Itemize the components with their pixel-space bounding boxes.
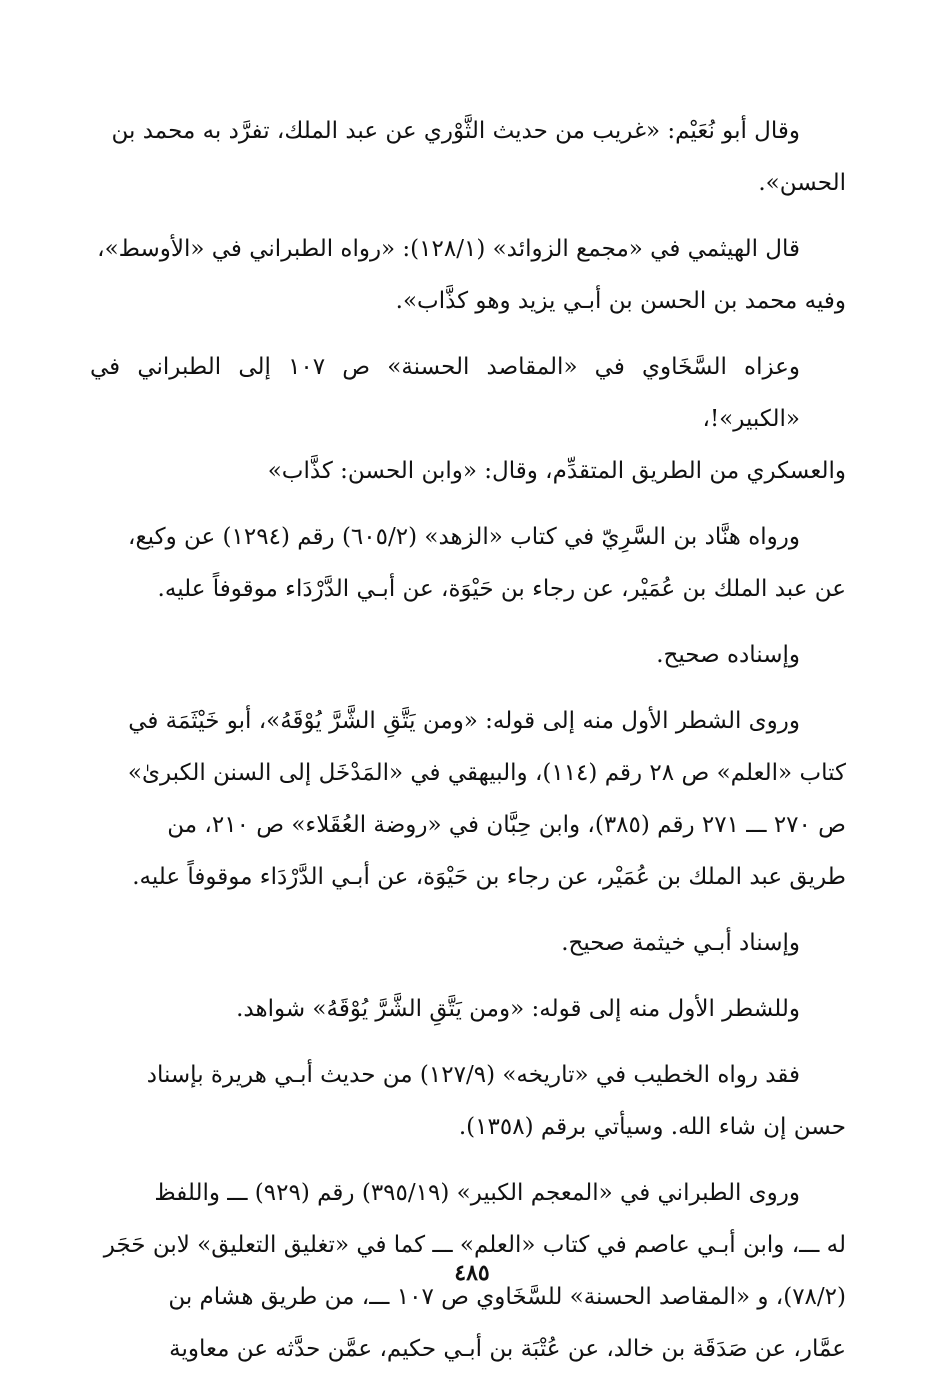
text-line: وإسناد أبـي خيثمة صحيح. xyxy=(561,930,800,956)
text-line: عمَّار، عن صَدَقَة بن خالد، عن عُتْبَة بن أبـي حكيم، عمَّن حدَّثه عن معاوية xyxy=(169,1336,846,1362)
text-line: حسن إن شاء الله. وسيأتي برقم (١٣٥٨). xyxy=(458,1114,846,1140)
paragraph-8 xyxy=(90,983,846,1035)
paragraph-3 xyxy=(90,341,846,497)
text-line: الحسن». xyxy=(758,170,846,196)
paragraph-7 xyxy=(90,917,846,969)
page-number: ٤٨٥ xyxy=(454,1260,490,1286)
paragraph-4 xyxy=(90,511,846,615)
text-line: فقد رواه الخطيب في «تاريخه» (١٢٧/٩) من حديث أبـي هريرة بإسناد xyxy=(146,1062,800,1088)
body-text xyxy=(90,105,846,1389)
text-line: وقال أبو نُعَيْم: «غريب من حديث الثَّوْري عن عبد الملك، تفرَّد به محمد بن xyxy=(111,118,800,144)
text-line: (٧٨/٢)، و «المقاصد الحسنة» للسَّخَاوي ص ١٠٧ ـــ، من طريق هشام بن xyxy=(168,1284,846,1310)
paragraph-1 xyxy=(90,105,846,209)
text-line: كتاب «العلم» ص ٢٨ رقم (١١٤)، والبيهقي في «المَدْخَل إلى السنن الكبرىٰ» xyxy=(127,760,846,786)
text-line: وروى الطبراني في «المعجم الكبير» (٣٩٥/١٩) رقم (٩٢٩) ـــ واللفظ xyxy=(154,1180,800,1206)
text-line: وفيه محمد بن الحسن بن أبـي يزيد وهو كذَّاب». xyxy=(395,288,846,314)
text-line: والعسكري من الطريق المتقدِّم، وقال: «وابن الحسن: كذَّاب» xyxy=(267,458,846,484)
text-line: قال الهيثمي في «مجمع الزوائد» (١٢٨/١): «رواه الطبراني في «الأوسط»، xyxy=(97,236,800,262)
text-line: وإسناده صحيح. xyxy=(656,642,800,668)
text-line: ص ٢٧٠ ـــ ٢٧١ رقم (٣٨٥)، وابن حِبَّان في «روضة العُقَلاء» ص ٢١٠، من xyxy=(167,812,846,838)
text-line: له ـــ، وابن أبـي عاصم في كتاب «العلم» ـــ كما في «تغليق التعليق» لابن حَجَر xyxy=(103,1232,846,1258)
text-line: وللشطر الأول منه إلى قوله: «ومن يَتَّقِ الشَّرَّ يُوْقَهُ» شواهد. xyxy=(236,996,800,1022)
text-line: ورواه هنَّاد بن السَّرِيّ في كتاب «الزهد» (٦٠٥/٢) رقم (١٢٩٤) عن وكيع، xyxy=(128,524,800,550)
paragraph-9 xyxy=(90,1049,846,1153)
paragraph-5 xyxy=(90,629,846,681)
text-line: وروى الشطر الأول منه إلى قوله: «ومن يَتَّقِ الشَّرَّ يُوْقَهُ»، أبو خَيْثَمَة في xyxy=(128,708,800,734)
text-line: عن عبد الملك بن عُمَيْر، عن رجاء بن حَيْوَة، عن أبـي الدَّرْدَاء موقوفاً عليه. xyxy=(157,576,846,602)
paragraph-2 xyxy=(90,223,846,327)
paragraph-6 xyxy=(90,695,846,903)
text-line: وعزاه السَّخَاوي في «المقاصد الحسنة» ص ١٠٧ إلى الطبراني في «الكبير»!، xyxy=(90,354,800,432)
text-line: طريق عبد الملك بن عُمَيْر، عن رجاء بن حَيْوَة، عن أبـي الدَّرْدَاء موقوفاً عليه. xyxy=(132,864,846,890)
